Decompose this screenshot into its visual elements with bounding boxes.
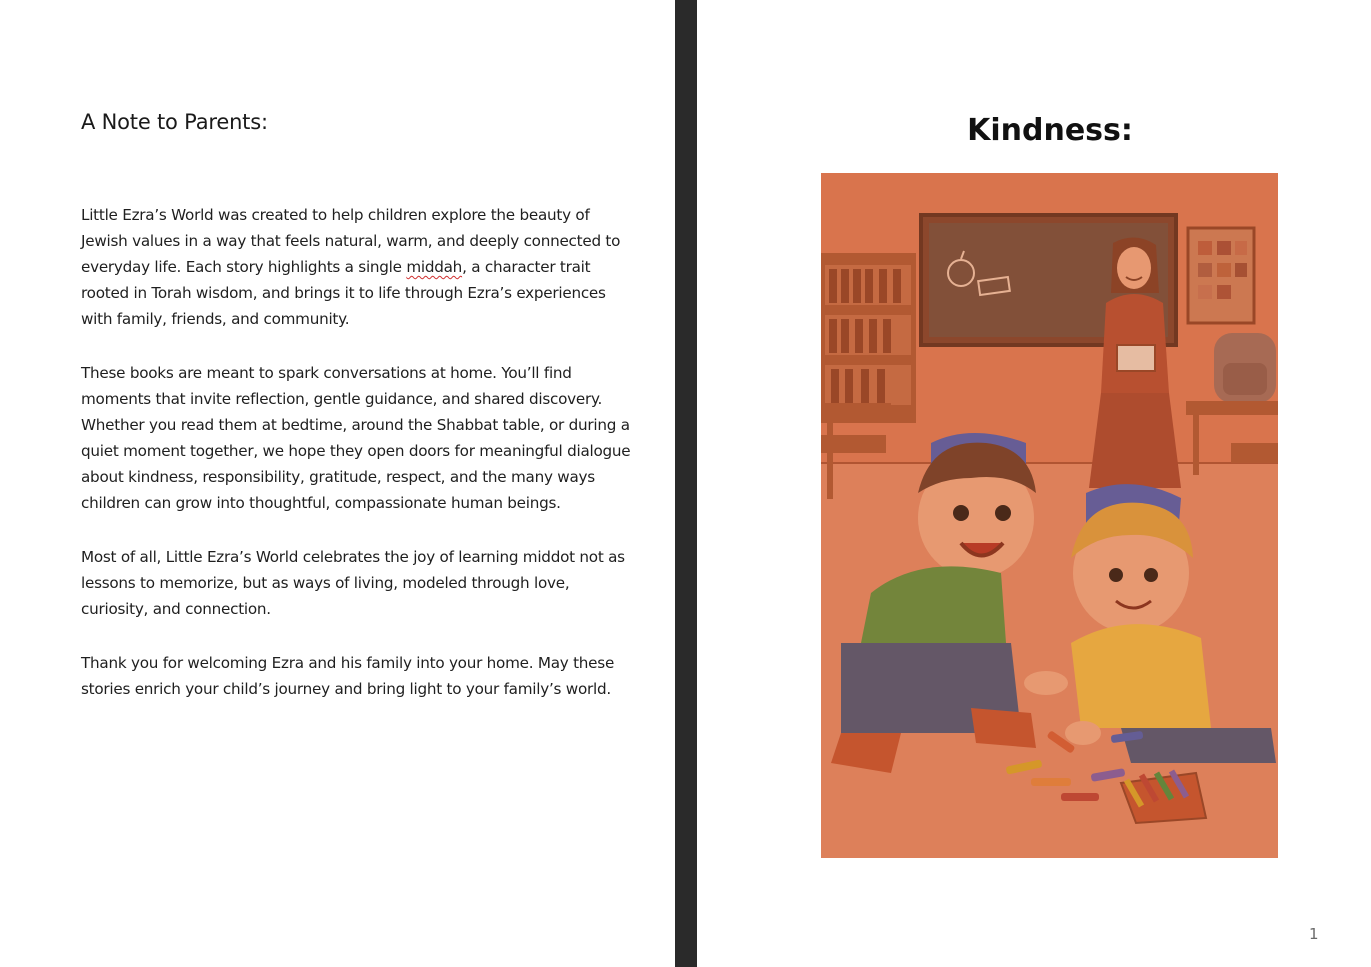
paragraph-1 xyxy=(81,202,631,332)
note-body xyxy=(81,202,631,730)
paragraph-1-start: Little Ezra’s World was created to help children explore the beauty of Jewish values in a way that feels natural, warm, and deeply connected to everyday life. Each story highlights a single xyxy=(81,206,621,276)
spellcheck-flagged-word[interactable]: middah xyxy=(406,258,463,276)
paragraph-1-end: , a character trait rooted in Torah wisdom, and brings it to life through Ezra’s experiences with family, friends, and community. xyxy=(81,258,606,328)
left-page xyxy=(0,0,675,967)
kindness-illustration xyxy=(821,173,1278,858)
chapter-title: Kindness: xyxy=(967,113,1133,148)
page-number: 1 xyxy=(1309,925,1319,943)
paragraph-2: These books are meant to spark conversations at home. You’ll find moments that invite reflection, gentle guidance, and shared discovery. Whether you read them at bedtime, around the Shabbat table, or during a quiet moment together, we hope they open doors for meaningful dialogue about kindness, responsibility, gratitude, respect, and the many ways children can grow into thoughtful, compassionate human beings. xyxy=(81,364,631,512)
paragraph-3: Most of all, Little Ezra’s World celebrates the joy of learning middot not as lessons to memorize, but as ways of living, modeled through love, curiosity, and connection. xyxy=(81,548,625,618)
page-divider xyxy=(675,0,697,967)
page-title: A Note to Parents: xyxy=(81,110,268,134)
right-page xyxy=(697,0,1371,967)
paragraph-4: Thank you for welcoming Ezra and his family into your home. May these stories enrich your child’s journey and bring light to your family’s world. xyxy=(81,654,615,698)
